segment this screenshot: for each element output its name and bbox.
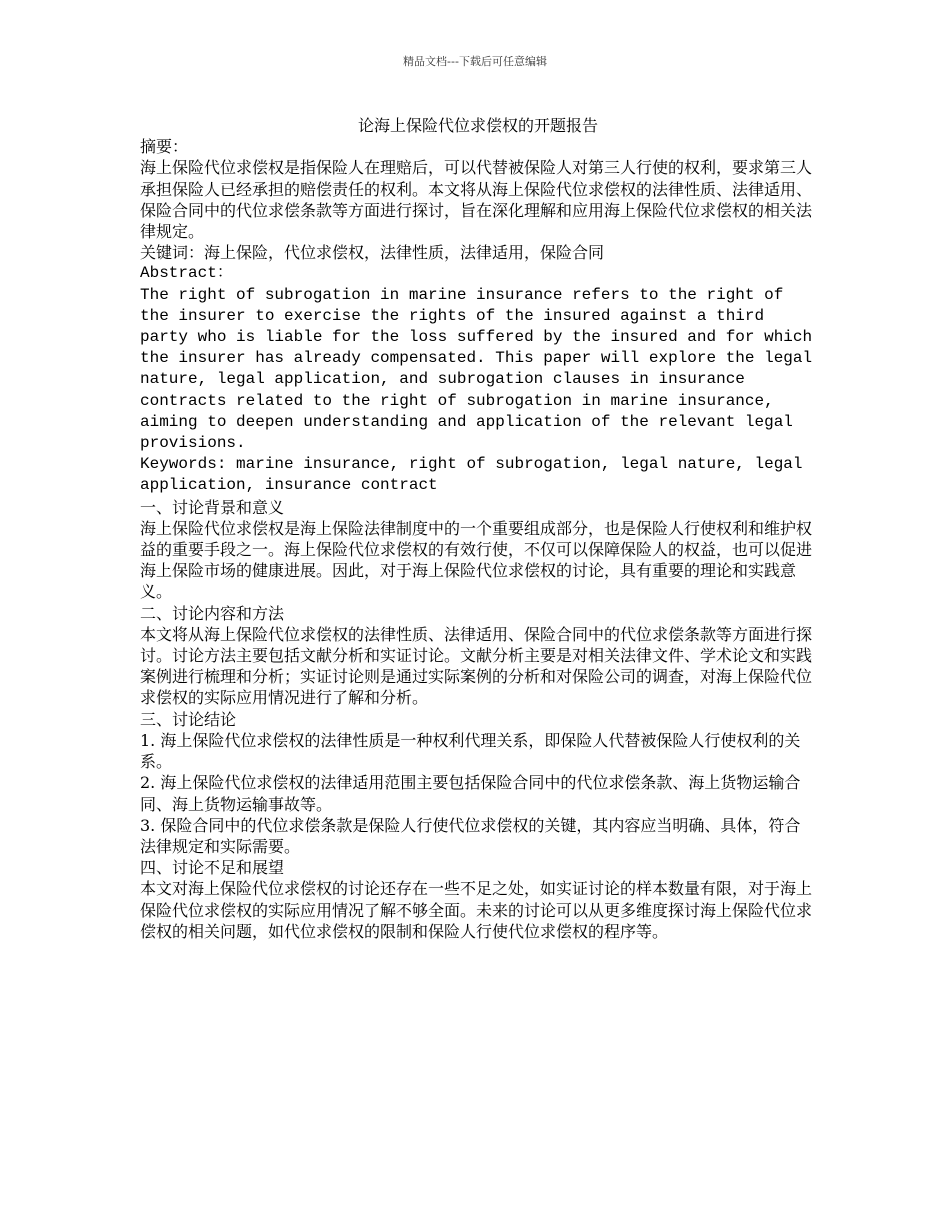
conclusion-item-1: 1. 海上保险代位求偿权的法律性质是一种权利代理关系，即保险人代替被保险人行使权利的关系。: [140, 730, 801, 772]
section-3-heading: 三、讨论结论: [140, 709, 237, 729]
section-4-heading: 四、讨论不足和展望: [140, 858, 285, 878]
section-1-body: 海上保险代位求偿权是海上保险法律制度中的一个重要组成部分，也是保险人行使权利和维护权益的重要手段之一。海上保险代位求偿权的有效行使，不仅可以保障保险人的权益，也可以促进海上保险市场的健康进展。因此，对于海上保险代位求偿权的讨论，具有重要的理论和实践意义。: [140, 518, 813, 602]
document-title: 论海上保险代位求偿权的开题报告: [357, 116, 598, 135]
section-2-heading: 二、讨论内容和方法: [140, 603, 285, 623]
keywords-en: Keywords: marine insurance, right of subrogation, legal nature, legal application, insurance contract: [140, 455, 813, 495]
section-4-body: 本文对海上保险代位求偿权的讨论还存在一些不足之处，如实证讨论的样本数量有限，对于海上保险代位求偿权的实际应用情况了解不够全面。未来的讨论可以从更多维度探讨海上保险代位求偿权的相关问题，如代位求偿权的限制和保险人行使代位求偿权的程序等。: [140, 879, 813, 941]
abstract-en-text: The right of subrogation in marine insurance refers to the right of the insurer to exercise the rights of the insured against a third party who is liable for the loss suffered by the insured and for which the insurer has already compensated. This paper will explore the legal nature, legal application, and subrogation clauses in insurance contracts related to the right of subrogation in marine insurance, aiming to deepen understanding and application of the relevant legal provisions.: [140, 285, 822, 453]
keywords-cn: 关键词：海上保险，代位求偿权，法律性质，法律适用，保险合同: [140, 243, 605, 263]
abstract-cn-text: 海上保险代位求偿权是指保险人在理赔后，可以代替被保险人对第三人行使的权利，要求第三人承担保险人已经承担的赔偿责任的权利。本文将从海上保险代位求偿权的法律性质、法律适用、保险合同中的代位求偿条款等方面进行探讨，旨在深化理解和应用海上保险代位求偿权的相关法律规定。: [140, 158, 813, 242]
conclusion-item-2: 2. 海上保险代位求偿权的法律适用范围主要包括保险合同中的代位求偿条款、海上货物运输合同、海上货物运输事故等。: [140, 773, 801, 814]
section-1-heading: 一、讨论背景和意义: [140, 497, 285, 517]
conclusion-item-3: 3. 保险合同中的代位求偿条款是保险人行使代位求偿权的关键，其内容应当明确、具体，符合法律规定和实际需要。: [140, 815, 801, 856]
header-watermark: 精品文档---下载后可任意编辑: [403, 55, 547, 68]
section-2-body: 本文将从海上保险代位求偿权的法律性质、法律适用、保险合同中的代位求偿条款等方面进行探讨。讨论方法主要包括文献分析和实证讨论。文献分析主要是对相关法律文件、学术论文和实践案例进行梳理和分析；实证讨论则是通过实际案例的分析和对保险公司的调查，对海上保险代位求偿权的实际应用情况进行了解和分析。: [140, 624, 813, 708]
abstract-cn-label: 摘要：: [140, 137, 189, 157]
abstract-en-label: Abstract：: [140, 264, 233, 283]
document-body: [140, 115, 822, 942]
